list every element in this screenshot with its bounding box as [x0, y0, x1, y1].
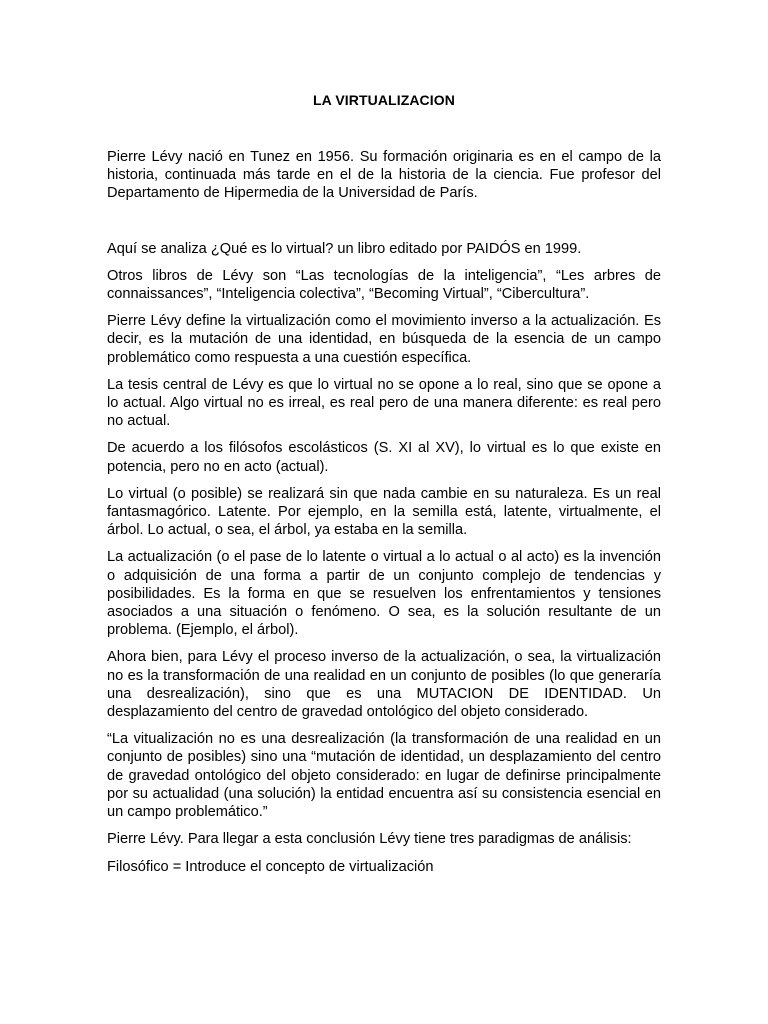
document-body — [107, 148, 661, 885]
document-title: LA VIRTUALIZACION — [313, 92, 455, 108]
paragraph-actualization: La actualización (o el pase de lo latente o virtual a lo actual o al acto) es la invención o adquisición de una forma a partir de un conjunto complejo de tendencias y posibilidades. Es la forma en que se resuelven los enfrentamientos y tensiones asociados a una situación o fenómeno. O sea, es la solución resultante de un problema. (Ejemplo, el árbol). — [107, 549, 661, 639]
paragraph-biography: Pierre Lévy nació en Tunez en 1956. Su formación originaria es en el campo de la historia, continuada más tarde en el de la historia de la ciencia. Fue profesor del Departamento de Hipermedia de la Universidad de París. — [107, 149, 661, 202]
paragraph-book: Aquí se analiza ¿Qué es lo virtual? un libro editado por PAIDÓS en 1999. — [107, 240, 582, 257]
paragraph-paradigms: Pierre Lévy. Para llegar a esta conclusión Lévy tiene tres paradigmas de análisis: — [107, 831, 632, 848]
paragraph-virtual-possible: Lo virtual (o posible) se realizará sin que nada cambie en su naturaleza. Es un real fantasmagórico. Latente. Por ejemplo, en la semilla está, latente, virtualmente, el árbol. Lo actual, o sea, el árbol, ya estaba en la semilla. — [107, 485, 661, 539]
paragraph-scholastics: De acuerdo a los filósofos escolásticos (S. XI al XV), lo virtual es lo que existe en potencia, pero no en acto (actual). — [107, 440, 661, 475]
paragraph-philosophical: Filosófico = Introduce el concepto de virtualización — [107, 858, 434, 875]
paragraph-other-books: Otros libros de Lévy son “Las tecnologías de la inteligencia”, “Les arbres de connaissances”, “Inteligencia colectiva”, “Becoming Virtual”, “Cibercultura”. — [107, 267, 661, 303]
paragraph-inverse-process: Ahora bien, para Lévy el proceso inverso de la actualización, o sea, la virtualización no es la transformación de una realidad en un conjunto de posibles (lo que generaría una desrealización), sino que es una MUTACION DE IDENTIDAD. Un desplazamiento del centro de gravedad ontológico del objeto considerado. — [107, 649, 661, 721]
paragraph-quote: “La vitualización no es una desrealización (la transformación de una realidad en un conjunto de posibles) sino una “mutación de identidad, un desplazamiento del centro de gravedad ontológico del objeto considerado: en lugar de definirse principalmente por su actualidad (una solución) la entidad encuentra así su consistencia esencial en un campo problemático.” — [107, 731, 661, 821]
paragraph-central-thesis: La tesis central de Lévy es que lo virtual no se opone a lo real, sino que se opone a lo actual. Algo virtual no es irreal, es real pero de una manera diferente: es real pero no actual. — [107, 376, 661, 430]
paragraph-definition: Pierre Lévy define la virtualización como el movimiento inverso a la actualización. Es decir, es la mutación de una identidad, en búsqueda de la esencia de un campo problemático como respuesta a una cuestión específica. — [107, 313, 661, 366]
